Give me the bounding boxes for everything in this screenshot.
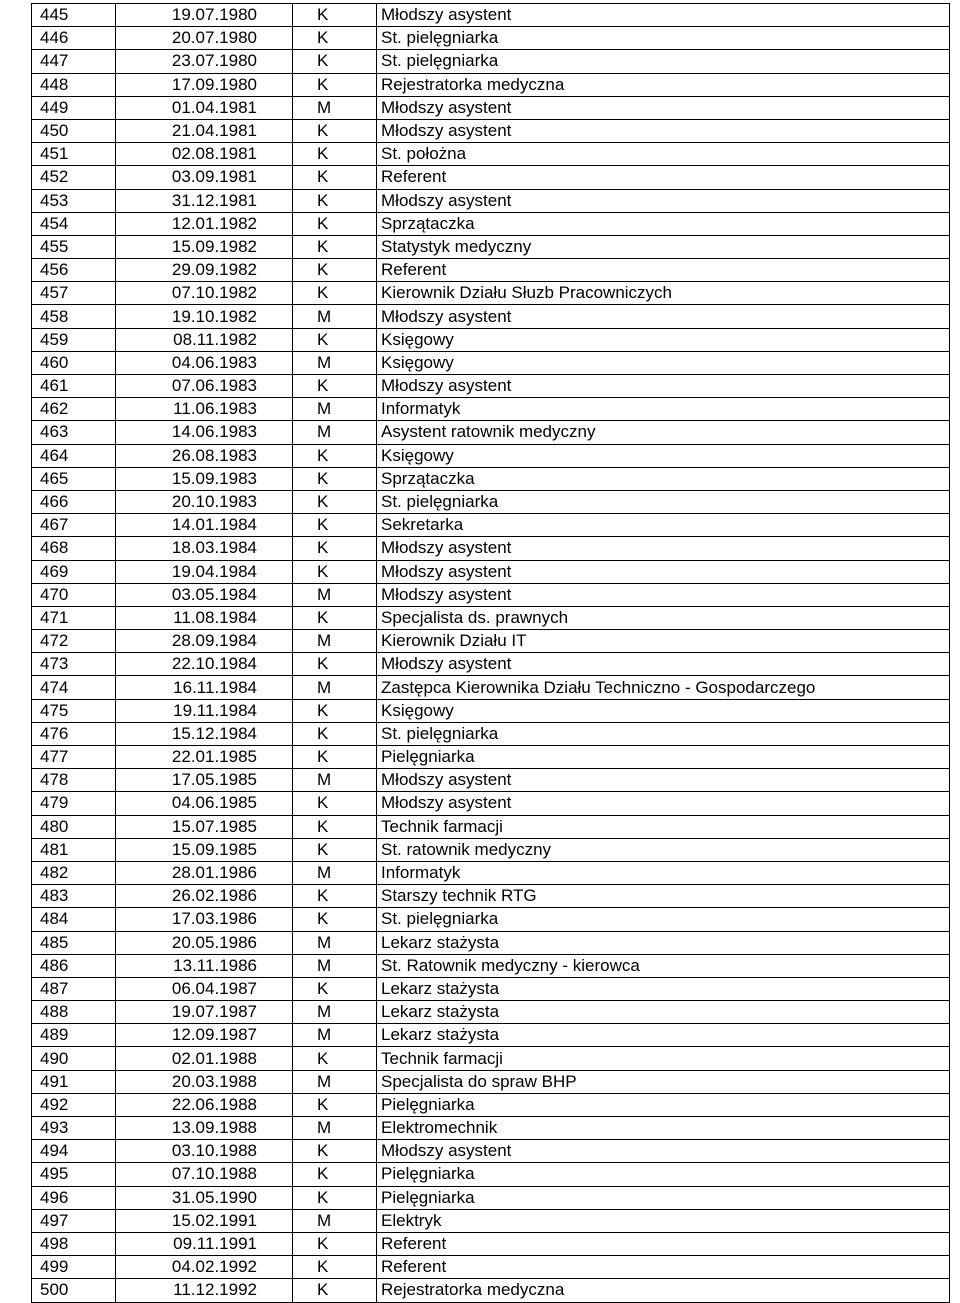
row-number-cell: 447: [32, 50, 116, 73]
position-cell: Sprzątaczka: [377, 467, 950, 490]
position-cell: St. pielęgniarka: [377, 722, 950, 745]
position-cell: St. Ratownik medyczny - kierowca: [377, 954, 950, 977]
sex-cell: K: [293, 143, 377, 166]
position-cell: St. pielęgniarka: [377, 908, 950, 931]
sex-cell: M: [293, 305, 377, 328]
position-cell: Młodszy asystent: [377, 305, 950, 328]
position-cell: Pielęgniarka: [377, 1093, 950, 1116]
date-cell: 28.09.1984: [116, 630, 293, 653]
sex-cell: K: [293, 1279, 377, 1302]
sex-cell: K: [293, 282, 377, 305]
date-cell: 17.05.1985: [116, 769, 293, 792]
row-number-cell: 479: [32, 792, 116, 815]
position-cell: Asystent ratownik medyczny: [377, 421, 950, 444]
sex-cell: K: [293, 73, 377, 96]
row-number-cell: 457: [32, 282, 116, 305]
row-number-cell: 462: [32, 398, 116, 421]
sex-cell: M: [293, 630, 377, 653]
position-cell: St. ratownik medyczny: [377, 838, 950, 861]
row-number-cell: 446: [32, 27, 116, 50]
row-number-cell: 472: [32, 630, 116, 653]
table-row: [32, 699, 950, 722]
date-cell: 13.11.1986: [116, 954, 293, 977]
sex-cell: K: [293, 537, 377, 560]
position-cell: Sekretarka: [377, 514, 950, 537]
table-row: [32, 490, 950, 513]
date-cell: 23.07.1980: [116, 50, 293, 73]
position-cell: Rejestratorka medyczna: [377, 1279, 950, 1302]
row-number-cell: 475: [32, 699, 116, 722]
position-cell: Młodszy asystent: [377, 560, 950, 583]
position-cell: Lekarz stażysta: [377, 931, 950, 954]
row-number-cell: 477: [32, 746, 116, 769]
date-cell: 19.10.1982: [116, 305, 293, 328]
date-cell: 19.07.1987: [116, 1001, 293, 1024]
sex-cell: M: [293, 931, 377, 954]
sex-cell: K: [293, 189, 377, 212]
date-cell: 19.07.1980: [116, 4, 293, 27]
position-cell: St. położna: [377, 143, 950, 166]
date-cell: 13.09.1988: [116, 1117, 293, 1140]
sex-cell: K: [293, 746, 377, 769]
row-number-cell: 493: [32, 1117, 116, 1140]
date-cell: 21.04.1981: [116, 119, 293, 142]
position-cell: Pielęgniarka: [377, 1186, 950, 1209]
sex-cell: M: [293, 861, 377, 884]
date-cell: 15.12.1984: [116, 722, 293, 745]
date-cell: 03.10.1988: [116, 1140, 293, 1163]
table-row: [32, 722, 950, 745]
row-number-cell: 496: [32, 1186, 116, 1209]
table-row: [32, 398, 950, 421]
table-row: [32, 514, 950, 537]
row-number-cell: 451: [32, 143, 116, 166]
date-cell: 15.07.1985: [116, 815, 293, 838]
row-number-cell: 488: [32, 1001, 116, 1024]
position-cell: Lekarz stażysta: [377, 1001, 950, 1024]
table-row: [32, 1232, 950, 1255]
row-number-cell: 468: [32, 537, 116, 560]
sex-cell: K: [293, 1256, 377, 1279]
table-row: [32, 143, 950, 166]
date-cell: 11.08.1984: [116, 606, 293, 629]
table-row: [32, 1140, 950, 1163]
sex-cell: M: [293, 676, 377, 699]
date-cell: 15.09.1982: [116, 235, 293, 258]
date-cell: 08.11.1982: [116, 328, 293, 351]
table-row: [32, 908, 950, 931]
table-row: [32, 1047, 950, 1070]
table-row: [32, 1024, 950, 1047]
sex-cell: M: [293, 351, 377, 374]
date-cell: 15.09.1983: [116, 467, 293, 490]
position-cell: Statystyk medyczny: [377, 235, 950, 258]
date-cell: 31.05.1990: [116, 1186, 293, 1209]
date-cell: 07.10.1982: [116, 282, 293, 305]
row-number-cell: 480: [32, 815, 116, 838]
row-number-cell: 500: [32, 1279, 116, 1302]
row-number-cell: 499: [32, 1256, 116, 1279]
table-row: [32, 467, 950, 490]
position-cell: Młodszy asystent: [377, 96, 950, 119]
sex-cell: K: [293, 1093, 377, 1116]
date-cell: 04.06.1985: [116, 792, 293, 815]
date-cell: 02.01.1988: [116, 1047, 293, 1070]
position-cell: Referent: [377, 1256, 950, 1279]
table-row: [32, 1209, 950, 1232]
row-number-cell: 486: [32, 954, 116, 977]
table-row: [32, 1256, 950, 1279]
table-row: [32, 328, 950, 351]
row-number-cell: 467: [32, 514, 116, 537]
table-row: [32, 537, 950, 560]
row-number-cell: 470: [32, 583, 116, 606]
row-number-cell: 463: [32, 421, 116, 444]
date-cell: 26.08.1983: [116, 444, 293, 467]
table-row: [32, 838, 950, 861]
table-row: [32, 1186, 950, 1209]
sex-cell: K: [293, 1047, 377, 1070]
table-row: [32, 792, 950, 815]
position-cell: Księgowy: [377, 351, 950, 374]
position-cell: Młodszy asystent: [377, 119, 950, 142]
table-row: [32, 1070, 950, 1093]
row-number-cell: 453: [32, 189, 116, 212]
date-cell: 01.04.1981: [116, 96, 293, 119]
date-cell: 04.02.1992: [116, 1256, 293, 1279]
date-cell: 20.07.1980: [116, 27, 293, 50]
table-row: [32, 861, 950, 884]
row-number-cell: 452: [32, 166, 116, 189]
row-number-cell: 490: [32, 1047, 116, 1070]
date-cell: 11.06.1983: [116, 398, 293, 421]
position-cell: Referent: [377, 259, 950, 282]
position-cell: Młodszy asystent: [377, 583, 950, 606]
position-cell: Młodszy asystent: [377, 189, 950, 212]
table-row: [32, 212, 950, 235]
sex-cell: K: [293, 908, 377, 931]
position-cell: Starszy technik RTG: [377, 885, 950, 908]
row-number-cell: 469: [32, 560, 116, 583]
position-cell: Specjalista ds. prawnych: [377, 606, 950, 629]
position-cell: Sprzątaczka: [377, 212, 950, 235]
row-number-cell: 471: [32, 606, 116, 629]
staff-table: [31, 3, 950, 1303]
row-number-cell: 492: [32, 1093, 116, 1116]
position-cell: Lekarz stażysta: [377, 977, 950, 1000]
position-cell: Technik farmacji: [377, 815, 950, 838]
sex-cell: K: [293, 514, 377, 537]
table-row: [32, 1163, 950, 1186]
table-row: [32, 676, 950, 699]
sex-cell: K: [293, 467, 377, 490]
table-row: [32, 50, 950, 73]
position-cell: Młodszy asystent: [377, 1140, 950, 1163]
table-row: [32, 815, 950, 838]
date-cell: 20.05.1986: [116, 931, 293, 954]
row-number-cell: 497: [32, 1209, 116, 1232]
date-cell: 31.12.1981: [116, 189, 293, 212]
date-cell: 22.10.1984: [116, 653, 293, 676]
date-cell: 20.10.1983: [116, 490, 293, 513]
table-row: [32, 27, 950, 50]
sex-cell: K: [293, 4, 377, 27]
sex-cell: K: [293, 815, 377, 838]
sex-cell: M: [293, 954, 377, 977]
date-cell: 19.11.1984: [116, 699, 293, 722]
sex-cell: M: [293, 398, 377, 421]
sex-cell: K: [293, 560, 377, 583]
position-cell: Młodszy asystent: [377, 653, 950, 676]
table-row: [32, 746, 950, 769]
position-cell: Kierownik Działu IT: [377, 630, 950, 653]
sex-cell: K: [293, 212, 377, 235]
row-number-cell: 445: [32, 4, 116, 27]
date-cell: 07.10.1988: [116, 1163, 293, 1186]
sex-cell: K: [293, 259, 377, 282]
date-cell: 20.03.1988: [116, 1070, 293, 1093]
position-cell: Młodszy asystent: [377, 769, 950, 792]
table-row: [32, 1093, 950, 1116]
row-number-cell: 465: [32, 467, 116, 490]
date-cell: 22.06.1988: [116, 1093, 293, 1116]
sex-cell: M: [293, 1070, 377, 1093]
table-row: [32, 119, 950, 142]
row-number-cell: 448: [32, 73, 116, 96]
sex-cell: K: [293, 50, 377, 73]
position-cell: St. pielęgniarka: [377, 27, 950, 50]
table-row: [32, 977, 950, 1000]
position-cell: St. pielęgniarka: [377, 50, 950, 73]
date-cell: 28.01.1986: [116, 861, 293, 884]
sex-cell: M: [293, 1117, 377, 1140]
date-cell: 16.11.1984: [116, 676, 293, 699]
position-cell: St. pielęgniarka: [377, 490, 950, 513]
position-cell: Księgowy: [377, 699, 950, 722]
position-cell: Informatyk: [377, 861, 950, 884]
table-row: [32, 189, 950, 212]
row-number-cell: 459: [32, 328, 116, 351]
table-row: [32, 954, 950, 977]
position-cell: Pielęgniarka: [377, 746, 950, 769]
position-cell: Informatyk: [377, 398, 950, 421]
sex-cell: K: [293, 977, 377, 1000]
position-cell: Specjalista do spraw BHP: [377, 1070, 950, 1093]
table-row: [32, 375, 950, 398]
row-number-cell: 491: [32, 1070, 116, 1093]
date-cell: 17.09.1980: [116, 73, 293, 96]
row-number-cell: 485: [32, 931, 116, 954]
date-cell: 29.09.1982: [116, 259, 293, 282]
position-cell: Młodszy asystent: [377, 4, 950, 27]
table-row: [32, 305, 950, 328]
sex-cell: K: [293, 235, 377, 258]
row-number-cell: 484: [32, 908, 116, 931]
table-row: [32, 1279, 950, 1302]
row-number-cell: 483: [32, 885, 116, 908]
row-number-cell: 460: [32, 351, 116, 374]
sex-cell: K: [293, 1186, 377, 1209]
sex-cell: K: [293, 490, 377, 513]
date-cell: 07.06.1983: [116, 375, 293, 398]
table-row: [32, 4, 950, 27]
sex-cell: K: [293, 1140, 377, 1163]
row-number-cell: 473: [32, 653, 116, 676]
table-row: [32, 235, 950, 258]
date-cell: 19.04.1984: [116, 560, 293, 583]
position-cell: Rejestratorka medyczna: [377, 73, 950, 96]
sex-cell: M: [293, 583, 377, 606]
table-row: [32, 282, 950, 305]
date-cell: 14.01.1984: [116, 514, 293, 537]
row-number-cell: 489: [32, 1024, 116, 1047]
row-number-cell: 458: [32, 305, 116, 328]
date-cell: 15.09.1985: [116, 838, 293, 861]
table-row: [32, 73, 950, 96]
position-cell: Referent: [377, 1232, 950, 1255]
sex-cell: K: [293, 885, 377, 908]
sex-cell: K: [293, 1163, 377, 1186]
date-cell: 14.06.1983: [116, 421, 293, 444]
date-cell: 26.02.1986: [116, 885, 293, 908]
row-number-cell: 494: [32, 1140, 116, 1163]
table-row: [32, 885, 950, 908]
sex-cell: K: [293, 1232, 377, 1255]
date-cell: 17.03.1986: [116, 908, 293, 931]
date-cell: 12.01.1982: [116, 212, 293, 235]
row-number-cell: 454: [32, 212, 116, 235]
table-row: [32, 444, 950, 467]
date-cell: 03.05.1984: [116, 583, 293, 606]
sex-cell: M: [293, 421, 377, 444]
row-number-cell: 482: [32, 861, 116, 884]
sex-cell: M: [293, 96, 377, 119]
sex-cell: K: [293, 699, 377, 722]
sex-cell: K: [293, 119, 377, 142]
table-row: [32, 166, 950, 189]
table-row: [32, 1001, 950, 1024]
position-cell: Zastępca Kierownika Działu Techniczno - Gospodarczego: [377, 676, 950, 699]
sex-cell: K: [293, 838, 377, 861]
row-number-cell: 450: [32, 119, 116, 142]
date-cell: 18.03.1984: [116, 537, 293, 560]
date-cell: 04.06.1983: [116, 351, 293, 374]
position-cell: Pielęgniarka: [377, 1163, 950, 1186]
position-cell: Elektromechnik: [377, 1117, 950, 1140]
table-row: [32, 421, 950, 444]
sex-cell: M: [293, 1209, 377, 1232]
date-cell: 06.04.1987: [116, 977, 293, 1000]
position-cell: Księgowy: [377, 328, 950, 351]
sex-cell: M: [293, 1001, 377, 1024]
sex-cell: K: [293, 792, 377, 815]
row-number-cell: 498: [32, 1232, 116, 1255]
sex-cell: K: [293, 606, 377, 629]
sex-cell: M: [293, 1024, 377, 1047]
position-cell: Elektryk: [377, 1209, 950, 1232]
row-number-cell: 487: [32, 977, 116, 1000]
position-cell: Kierownik Działu Słuzb Pracowniczych: [377, 282, 950, 305]
row-number-cell: 495: [32, 1163, 116, 1186]
date-cell: 09.11.1991: [116, 1232, 293, 1255]
position-cell: Lekarz stażysta: [377, 1024, 950, 1047]
row-number-cell: 481: [32, 838, 116, 861]
sex-cell: K: [293, 27, 377, 50]
position-cell: Młodszy asystent: [377, 792, 950, 815]
row-number-cell: 474: [32, 676, 116, 699]
row-number-cell: 456: [32, 259, 116, 282]
sex-cell: K: [293, 375, 377, 398]
table-row: [32, 560, 950, 583]
row-number-cell: 464: [32, 444, 116, 467]
date-cell: 15.02.1991: [116, 1209, 293, 1232]
sex-cell: K: [293, 653, 377, 676]
position-cell: Młodszy asystent: [377, 375, 950, 398]
date-cell: 03.09.1981: [116, 166, 293, 189]
sex-cell: K: [293, 444, 377, 467]
sex-cell: K: [293, 166, 377, 189]
position-cell: Referent: [377, 166, 950, 189]
row-number-cell: 466: [32, 490, 116, 513]
staff-table-body: [32, 4, 950, 1303]
sex-cell: M: [293, 769, 377, 792]
table-row: [32, 583, 950, 606]
table-row: [32, 1117, 950, 1140]
table-row: [32, 351, 950, 374]
sex-cell: K: [293, 328, 377, 351]
table-row: [32, 653, 950, 676]
table-row: [32, 630, 950, 653]
table-row: [32, 769, 950, 792]
row-number-cell: 449: [32, 96, 116, 119]
table-row: [32, 606, 950, 629]
date-cell: 22.01.1985: [116, 746, 293, 769]
row-number-cell: 478: [32, 769, 116, 792]
table-row: [32, 931, 950, 954]
position-cell: Technik farmacji: [377, 1047, 950, 1070]
position-cell: Księgowy: [377, 444, 950, 467]
position-cell: Młodszy asystent: [377, 537, 950, 560]
date-cell: 02.08.1981: [116, 143, 293, 166]
table-row: [32, 259, 950, 282]
date-cell: 11.12.1992: [116, 1279, 293, 1302]
sex-cell: K: [293, 722, 377, 745]
row-number-cell: 476: [32, 722, 116, 745]
row-number-cell: 455: [32, 235, 116, 258]
date-cell: 12.09.1987: [116, 1024, 293, 1047]
table-row: [32, 96, 950, 119]
row-number-cell: 461: [32, 375, 116, 398]
